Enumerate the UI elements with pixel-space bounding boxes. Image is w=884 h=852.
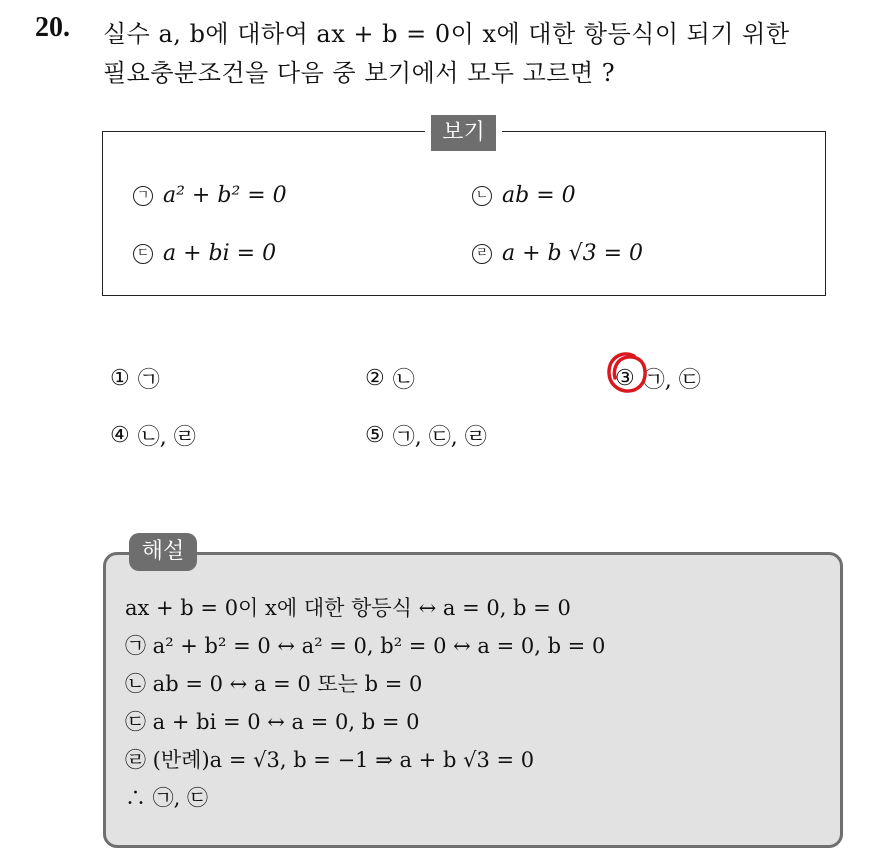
bogi-item-2-symbol: ㄴ xyxy=(472,186,492,206)
choice-3-number: ③ xyxy=(615,366,635,391)
bogi-item-2 xyxy=(472,183,576,208)
bogi-box xyxy=(102,131,826,296)
solution-line-1: ax + b = 0이 x에 대한 항등식 ↔ a = 0, b = 0 xyxy=(125,596,571,620)
selected-answer-circle-mark xyxy=(604,350,650,396)
question-text-line-1: 실수 a, b에 대하여 ax + b = 0이 x에 대한 항등식이 되기 위한 xyxy=(103,20,790,48)
choice-4-number: ④ xyxy=(110,423,130,448)
solution-line-6: ∴ ㉠, ㉢ xyxy=(125,786,209,810)
choice-1-text: ㉠ xyxy=(137,368,160,393)
solution-title: 해설 xyxy=(129,533,197,571)
choice-2-number: ② xyxy=(365,366,385,391)
solution-line-5: ㉣ (반례)a = √3, b = −1 ⇒ a + b √3 = 0 xyxy=(125,748,535,772)
bogi-item-3-symbol: ㄷ xyxy=(133,244,153,264)
bogi-item-3-expr: a + bi = 0 xyxy=(163,241,277,266)
bogi-item-4-expr: a + b √3 = 0 xyxy=(502,241,644,266)
question-text-line-2: 필요충분조건을 다음 중 보기에서 모두 고르면 ? xyxy=(103,59,616,87)
bogi-item-3 xyxy=(133,241,276,266)
bogi-title: 보기 xyxy=(431,115,496,151)
bogi-item-4 xyxy=(472,241,643,266)
choice-1[interactable] xyxy=(110,363,160,394)
choice-5-text: ㉠, ㉢, ㉣ xyxy=(392,425,487,450)
bogi-item-2-expr: ab = 0 xyxy=(502,183,576,208)
solution-line-4: ㉢ a + bi = 0 ↔ a = 0, b = 0 xyxy=(125,710,420,734)
solution-line-2: ㉠ a² + b² = 0 ↔ a² = 0, b² = 0 ↔ a = 0, b = 0 xyxy=(125,634,606,658)
bogi-item-1-expr: a² + b² = 0 xyxy=(163,183,287,208)
choice-4-text: ㉡, ㉣ xyxy=(137,425,196,450)
choice-2[interactable] xyxy=(365,363,415,394)
bogi-item-1 xyxy=(133,183,287,208)
choice-5[interactable] xyxy=(365,420,487,451)
choice-2-text: ㉡ xyxy=(392,368,415,393)
solution-line-3: ㉡ ab = 0 ↔ a = 0 또는 b = 0 xyxy=(125,672,423,696)
bogi-item-1-symbol: ㄱ xyxy=(133,186,153,206)
question-number: 20. xyxy=(35,12,70,43)
choice-3-text: ㉠, ㉢ xyxy=(642,368,701,393)
choice-5-number: ⑤ xyxy=(365,423,385,448)
choice-1-number: ① xyxy=(110,366,130,391)
choice-4[interactable] xyxy=(110,420,196,451)
bogi-item-4-symbol: ㄹ xyxy=(472,244,492,264)
